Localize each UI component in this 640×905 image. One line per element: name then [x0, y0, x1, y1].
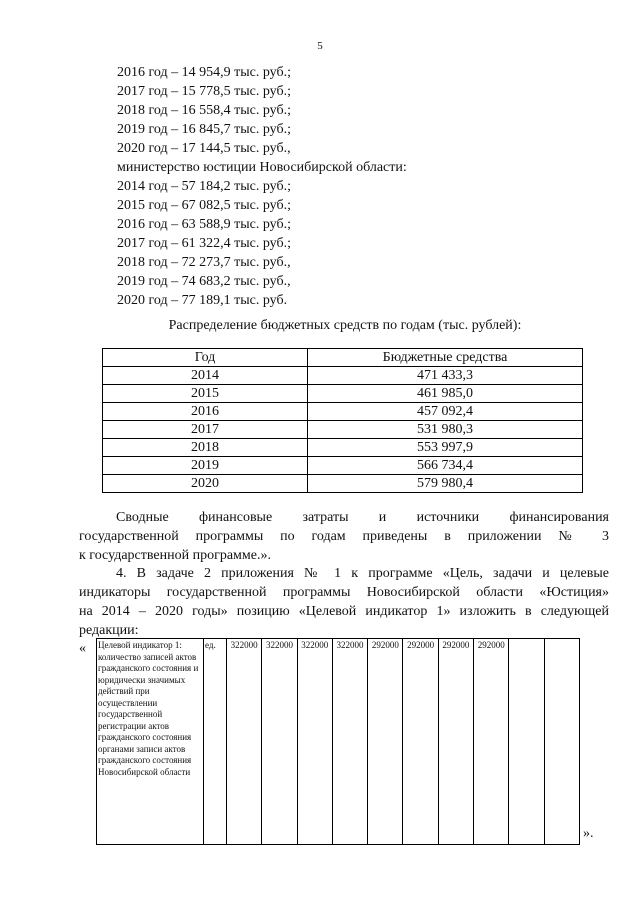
quote-close: ».: [583, 826, 594, 841]
ministry-heading: министерство юстиции Новосибирской области:: [117, 160, 407, 175]
funding-line: 2017 год – 61 322,4 тыс. руб.;: [117, 236, 291, 251]
paragraph-line: индикаторы государственной программы Новосибирской области «Юстиция»: [79, 585, 609, 600]
indicator-value: [544, 639, 579, 845]
funding-line: 2015 год – 67 082,5 тыс. руб.;: [117, 198, 291, 213]
funding-line: 2016 год – 14 954,9 тыс. руб.;: [117, 65, 291, 80]
indicator-name: Целевой индикатор 1: количество записей актов гражданского состояния и юридически значимых действий при осуществлении государственной регистрации актов гражданского состояния органами записи актов гражданского состояния Новосибирской области: [97, 639, 204, 845]
budget-table: [102, 348, 583, 493]
table-row: [103, 457, 583, 475]
cell-amount: 457 092,4: [308, 403, 583, 421]
funding-line: 2020 год – 17 144,5 тыс. руб.,: [117, 141, 291, 156]
funding-lines: [117, 63, 407, 310]
cell-year: 2020: [103, 475, 308, 493]
cell-year: 2014: [103, 367, 308, 385]
cell-amount: 461 985,0: [308, 385, 583, 403]
table-row: [103, 403, 583, 421]
funding-line: 2018 год – 16 558,4 тыс. руб.;: [117, 103, 291, 118]
paragraph-amendment: [79, 564, 609, 640]
indicator-value: 292000: [474, 639, 509, 845]
indicator-value: 322000: [227, 639, 262, 845]
cell-amount: 566 734,4: [308, 457, 583, 475]
funding-line: 2019 год – 74 683,2 тыс. руб.,: [117, 274, 291, 289]
funding-line: 2018 год – 72 273,7 тыс. руб.,: [117, 255, 291, 270]
cell-year: 2015: [103, 385, 308, 403]
indicator-value: [509, 639, 544, 845]
indicator-value: 322000: [262, 639, 297, 845]
paragraph-line: редакции:: [79, 623, 139, 638]
paragraph-line: Сводные финансовые затраты и источники финансирования: [116, 510, 609, 525]
paragraph-summary: [79, 508, 609, 565]
table-row: [103, 421, 583, 439]
paragraph-line: на 2014 – 2020 годы» позицию «Целевой индикатор 1» изложить в следующей: [79, 604, 609, 619]
cell-year: 2016: [103, 403, 308, 421]
page-number: 5: [317, 40, 323, 52]
indicator-value: 292000: [438, 639, 473, 845]
cell-amount: 531 980,3: [308, 421, 583, 439]
cell-year: 2018: [103, 439, 308, 457]
table-row: [103, 475, 583, 493]
paragraph-line: 4. В задаче 2 приложения № 1 к программе «Цель, задачи и целевые: [116, 566, 609, 581]
table-header-row: [103, 349, 583, 367]
indicator-table: [96, 638, 580, 845]
paragraph-line: к государственной программе.».: [79, 548, 271, 563]
table-row: [103, 367, 583, 385]
table-row: [103, 385, 583, 403]
header-budget: Бюджетные средства: [308, 349, 583, 367]
cell-amount: 553 997,9: [308, 439, 583, 457]
table-row: [103, 439, 583, 457]
header-year: Год: [103, 349, 308, 367]
funding-line: 2019 год – 16 845,7 тыс. руб.;: [117, 122, 291, 137]
cell-year: 2019: [103, 457, 308, 475]
indicator-value: 322000: [332, 639, 367, 845]
quote-open: «: [79, 641, 86, 656]
funding-line: 2020 год – 77 189,1 тыс. руб.: [117, 293, 288, 308]
cell-amount: 579 980,4: [308, 475, 583, 493]
cell-year: 2017: [103, 421, 308, 439]
funding-line: 2017 год – 15 778,5 тыс. руб.;: [117, 84, 291, 99]
table-row: [97, 639, 580, 845]
indicator-unit: ед.: [204, 639, 227, 845]
paragraph-line: государственной программы по годам приведены в приложении № 3: [79, 529, 609, 544]
table-caption: Распределение бюджетных средств по годам (тыс. рублей):: [168, 318, 522, 333]
indicator-value: 292000: [403, 639, 438, 845]
funding-line: 2016 год – 63 588,9 тыс. руб.;: [117, 217, 291, 232]
funding-line: 2014 год – 57 184,2 тыс. руб.;: [117, 179, 291, 194]
cell-amount: 471 433,3: [308, 367, 583, 385]
indicator-value: 292000: [368, 639, 403, 845]
indicator-value: 322000: [297, 639, 332, 845]
